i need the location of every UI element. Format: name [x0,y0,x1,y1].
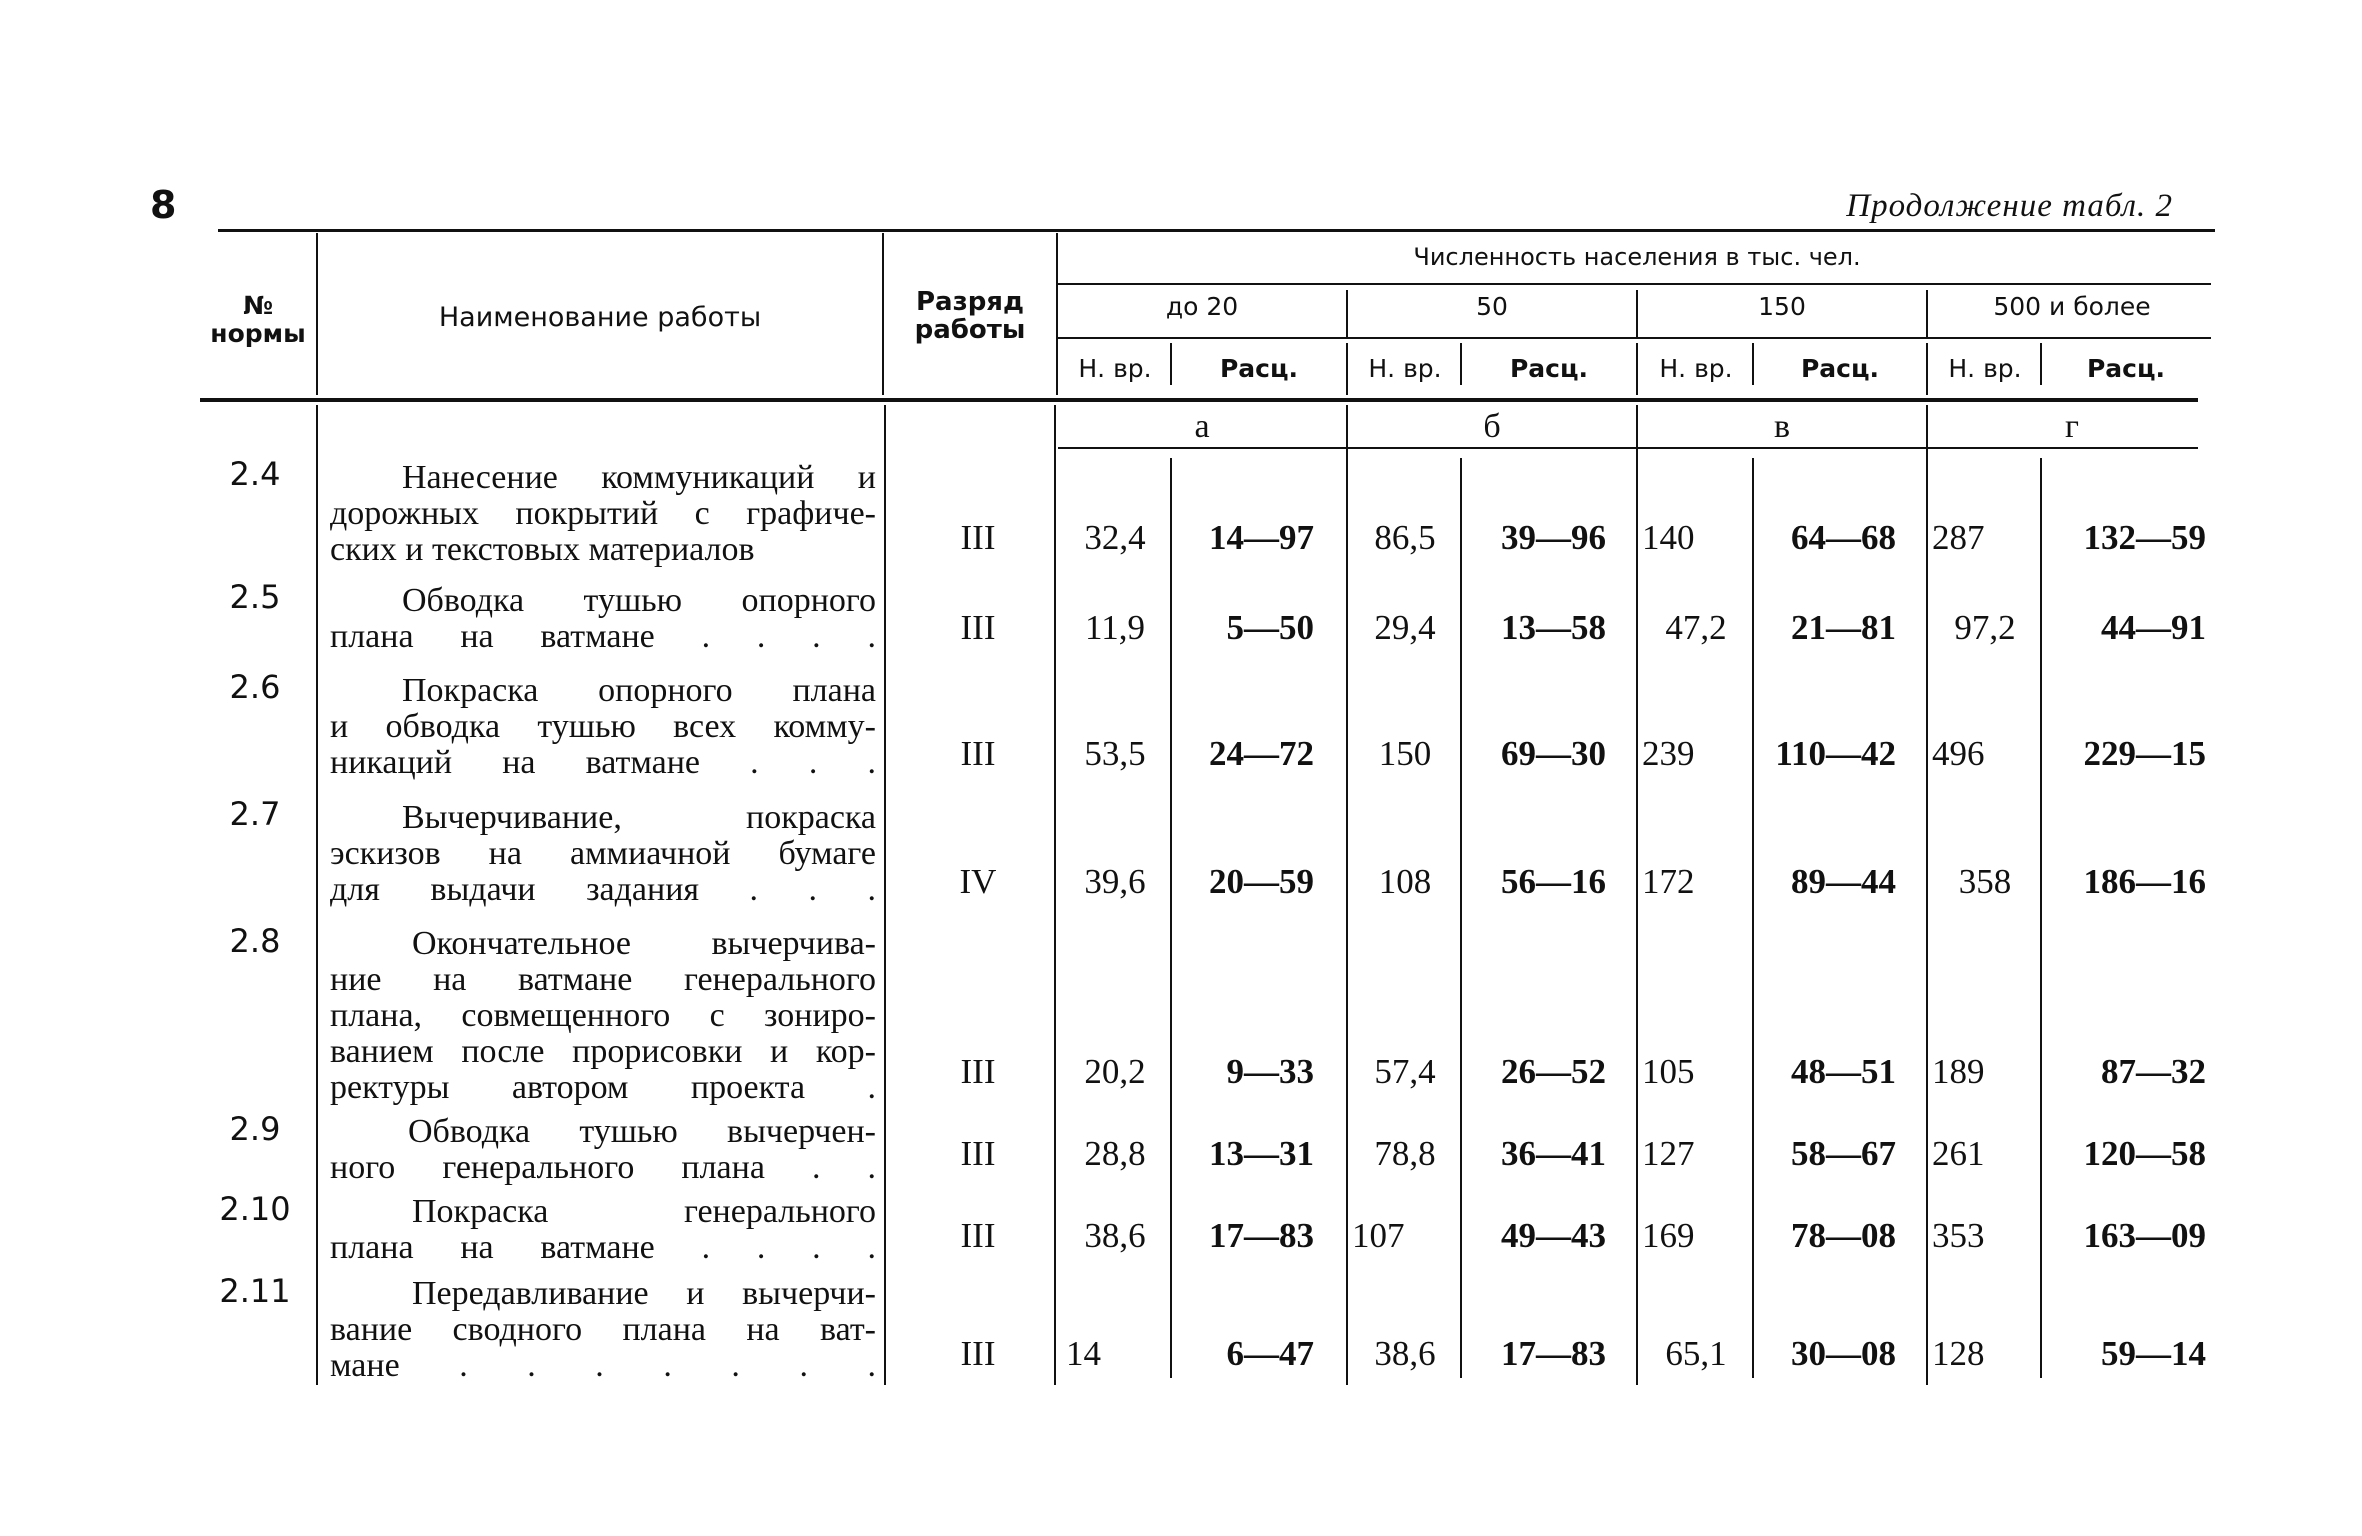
header-divider [1636,343,1638,395]
time-value: 108 [1378,862,1432,901]
description-line: Окончательное вычерчива- [412,925,876,962]
time-value: 353 [1932,1216,1985,1255]
rate-value: 110—42 [1775,734,1896,773]
rate-value: 21—81 [1791,608,1896,647]
page-number: 8 [150,183,177,227]
rate-value: 14—97 [1209,518,1314,557]
rate-value: 44—91 [2101,608,2206,647]
work-description [330,926,876,1106]
description-line: ние на ватмане генерального [330,961,876,998]
rate-value: 17—83 [1501,1334,1606,1373]
header-divider [1346,343,1348,395]
norm-number: 2.11 [219,1272,291,1310]
rate-value: 5—50 [1226,608,1314,647]
rate-value: 13—58 [1501,608,1606,647]
time-value: 496 [1932,734,1985,773]
time-value: 29,4 [1374,608,1436,647]
time-subheader: Н. вр. [1078,354,1152,383]
column-line [1926,405,1928,1385]
work-description [330,583,876,655]
description-line: эскизов на аммиачной бумаге [330,835,876,872]
time-value: 65,1 [1665,1334,1727,1373]
rate-value: 120—58 [2083,1134,2206,1173]
rate-value: 69—30 [1501,734,1606,773]
column-line [1460,458,1462,1378]
description-line: вание сводного плана на ват- [330,1311,876,1348]
time-value: 172 [1642,862,1695,901]
time-value: 14 [1066,1334,1101,1373]
time-value: 140 [1642,518,1695,557]
rate-value: 59—14 [2101,1334,2206,1373]
rate-value: 132—59 [2083,518,2206,557]
header-divider [1170,343,1172,385]
description-line: ного генерального плана . . [330,1149,876,1186]
header-divider [1056,233,1058,395]
work-grade: III [960,1052,996,1091]
time-value: 169 [1642,1216,1695,1255]
rate-value: 24—72 [1209,734,1314,773]
description-line: ректуры автором проекта . [330,1069,876,1106]
header-divider [1926,343,1928,395]
rate-value: 17—83 [1209,1216,1314,1255]
rate-value: 49—43 [1501,1216,1606,1255]
rate-subheader: Расц. [1509,354,1589,383]
description-line: Вычерчивание, покраска [402,799,876,836]
time-value: 53,5 [1084,734,1146,773]
time-value: 239 [1642,734,1695,773]
work-description [330,673,876,781]
description-line: Передавливание и вычерчи- [412,1275,876,1312]
norm-number: 2.4 [229,455,281,493]
norm-number: 2.7 [229,795,281,833]
time-value: 39,6 [1084,862,1146,901]
rate-value: 48—51 [1791,1052,1896,1091]
rate-value: 163—09 [2083,1216,2206,1255]
time-subheader: Н. вр. [1368,354,1442,383]
rate-value: 186—16 [2083,862,2206,901]
column-line [1346,405,1348,1385]
column-letter: б [1483,408,1501,445]
header-divider [1636,290,1638,338]
header-divider [316,233,318,395]
header-divider [1926,290,1928,338]
rate-value: 30—08 [1791,1334,1896,1373]
time-value: 189 [1932,1052,1985,1091]
column-line [1170,458,1172,1378]
time-value: 105 [1642,1052,1695,1091]
population-rule [1058,283,2211,285]
rate-value: 58—67 [1791,1134,1896,1173]
description-line: ванием после прорисовки и кор- [330,1033,876,1070]
norm-number: 2.5 [229,578,281,616]
description-line: и обводка тушью всех комму- [330,708,876,745]
time-value: 28,8 [1084,1134,1146,1173]
column-letter: в [1773,408,1791,445]
work-grade: III [960,608,996,647]
description-line: мане . . . . . . . [330,1347,876,1384]
rate-subheader: Расц. [1800,354,1880,383]
column-line [1054,405,1056,1385]
group-header-3: 150 [1758,292,1806,321]
column-line [2040,458,2042,1378]
work-grade: III [960,1134,996,1173]
norm-number: 2.8 [229,922,281,960]
rate-value: 64—68 [1791,518,1896,557]
description-line: никаций на ватмане . . . [330,744,876,781]
norm-number: 2.10 [219,1190,291,1228]
time-value: 38,6 [1374,1334,1436,1373]
column-line [316,405,318,1385]
rate-value: 26—52 [1501,1052,1606,1091]
description-line: для выдачи задания . . . [330,871,876,908]
letters-rule [1058,447,2198,449]
rate-subheader: Расц. [1219,354,1299,383]
rate-value: 78—08 [1791,1216,1896,1255]
rate-value: 39—96 [1501,518,1606,557]
work-description [330,1114,876,1186]
norm-number-header: № нормы [210,291,306,348]
table-top-rule [218,229,2215,232]
rate-value: 87—32 [2101,1052,2206,1091]
group-header-1: до 20 [1165,292,1239,321]
description-line: Покраска генерального [412,1193,876,1230]
description-line: Нанесение коммуникаций и [402,459,876,496]
table-caption: Продолжение табл. 2 [1846,188,2173,224]
time-subheader: Н. вр. [1948,354,2022,383]
work-description [330,460,876,568]
description-line: Обводка тушью опорного [402,582,876,619]
time-value: 32,4 [1084,518,1146,557]
time-value: 127 [1642,1134,1695,1173]
time-subheader: Н. вр. [1659,354,1733,383]
time-value: 47,2 [1665,608,1727,647]
rate-value: 6—47 [1226,1334,1314,1373]
column-line [1636,405,1638,1385]
time-value: 150 [1378,734,1432,773]
time-value: 261 [1932,1134,1985,1173]
header-bottom-rule [200,398,2198,402]
time-value: 107 [1352,1216,1405,1255]
time-value: 78,8 [1374,1134,1436,1173]
time-value: 57,4 [1374,1052,1436,1091]
norm-number: 2.6 [229,668,281,706]
time-value: 86,5 [1374,518,1436,557]
header-divider [1460,343,1462,385]
time-value: 11,9 [1085,608,1145,647]
time-value: 128 [1932,1334,1985,1373]
rate-value: 56—16 [1501,862,1606,901]
column-line [1752,458,1754,1378]
rate-value: 89—44 [1791,862,1896,901]
work-grade-header: Разряд работы [914,287,1026,345]
work-grade: III [960,1216,996,1255]
description-line: плана на ватмане . . . . [330,1229,876,1266]
work-grade: III [960,734,996,773]
description-line: дорожных покрытий с графиче- [330,495,876,532]
group-header-2: 50 [1476,292,1508,321]
time-value: 20,2 [1084,1052,1146,1091]
header-divider [1752,343,1754,385]
column-letter: а [1194,408,1210,445]
work-grade: IV [959,862,997,901]
work-description [330,800,876,908]
rate-value: 9—33 [1226,1052,1314,1091]
rate-value: 229—15 [2083,734,2206,773]
time-value: 38,6 [1084,1216,1146,1255]
population-header: Численность населения в тыс. чел. [1413,243,1861,271]
description-line: плана, совмещенного с зониро- [330,997,876,1034]
work-description [330,1276,876,1384]
time-value: 358 [1958,862,2012,901]
rate-value: 20—59 [1209,862,1314,901]
description-line: плана на ватмане . . . . [330,618,876,655]
work-grade: III [960,518,996,557]
description-line: Покраска опорного плана [402,672,876,709]
column-letter: г [2065,408,2079,445]
group-header-4: 500 и более [1993,292,2151,321]
time-value: 97,2 [1954,608,2016,647]
header-divider [1346,290,1348,338]
time-value: 287 [1932,518,1985,557]
header-divider [2040,343,2042,385]
header-divider [882,233,884,395]
description-line: ских и текстовых материалов [330,531,755,568]
norm-number: 2.9 [229,1110,281,1148]
rate-value: 13—31 [1209,1134,1314,1173]
rate-subheader: Расц. [2086,354,2166,383]
work-description [330,1194,876,1266]
work-name-header: Наименование работы [438,302,762,333]
work-grade: III [960,1334,996,1373]
rate-value: 36—41 [1501,1134,1606,1173]
column-line [884,405,886,1385]
groups-rule [1058,337,2211,339]
description-line: Обводка тушью вычерчен- [408,1113,876,1150]
